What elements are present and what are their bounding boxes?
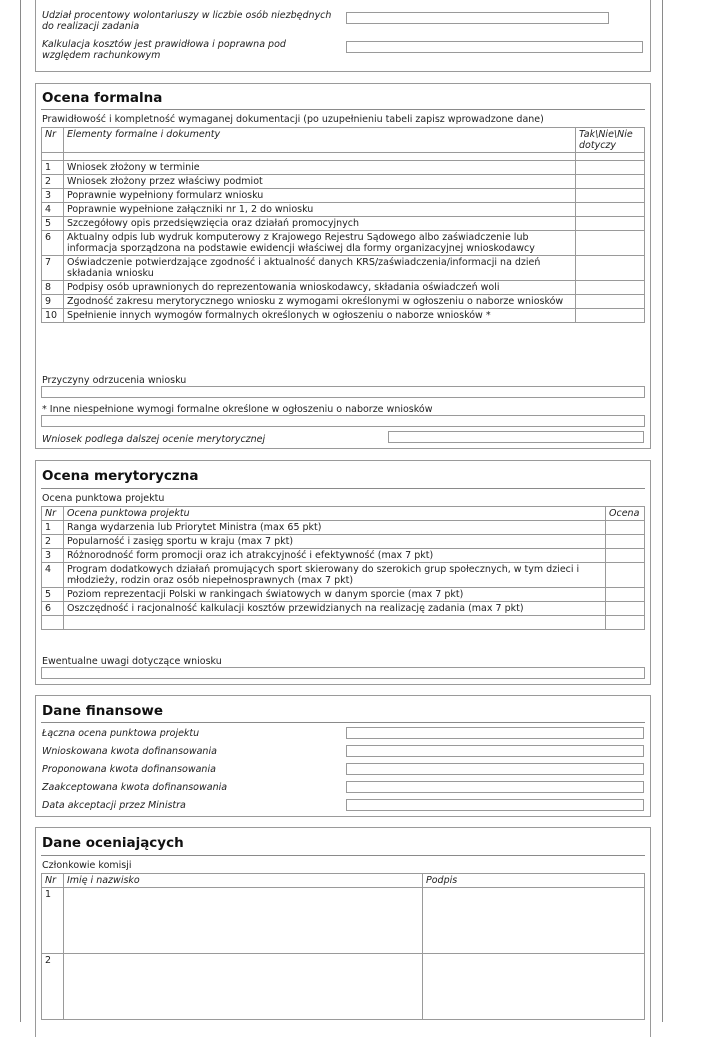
row-number: 1: [42, 521, 64, 535]
row-number: 8: [42, 281, 64, 295]
answer-cell[interactable]: [576, 256, 645, 281]
row-number: 3: [42, 549, 64, 563]
table-row: [42, 281, 645, 295]
score-cell[interactable]: [606, 588, 645, 602]
substantive-section: [35, 460, 651, 685]
cost-calculation-label: Kalkulacja kosztów jest prawidłowa i poprawna pod względem rachunkowym: [42, 39, 286, 61]
row-number: 3: [42, 189, 64, 203]
row-number: 9: [42, 295, 64, 309]
row-text: Różnorodność form promocji oraz ich atrakcyjność i efektywność (max 7 pkt): [64, 549, 606, 563]
formal-header-row: [42, 128, 645, 153]
row-number: 4: [42, 203, 64, 217]
score-cell[interactable]: [606, 602, 645, 616]
table-row: [42, 563, 645, 588]
answer-cell[interactable]: [576, 231, 645, 256]
top-section: [35, 0, 651, 72]
row-number: 10: [42, 309, 64, 323]
row-text: Popularność i zasięg sportu w kraju (max 7 pkt): [64, 535, 606, 549]
row-text: Zgodność zakresu merytorycznego wniosku z wymogami określonymi w ogłoszeniu o naborze wniosków: [64, 295, 576, 309]
row-number: 2: [42, 535, 64, 549]
row-number: 2: [42, 175, 64, 189]
answer-cell[interactable]: [576, 281, 645, 295]
row-text: Poziom reprezentacji Polski w rankingach światowych w danym sporcie (max 7 pkt): [64, 588, 606, 602]
row-text: Poprawnie wypełnione załączniki nr 1, 2 do wniosku: [64, 203, 576, 217]
table-row: [42, 535, 645, 549]
row-number: 1: [42, 161, 64, 175]
answer-cell[interactable]: [576, 309, 645, 323]
table-row: [42, 189, 645, 203]
row-number: 1: [42, 888, 64, 954]
rejection-reasons-field[interactable]: [41, 386, 645, 398]
answer-cell[interactable]: [576, 175, 645, 189]
evaluators-title: Dane oceniających: [42, 835, 184, 851]
volunteer-percent-label: Udział procentowy wolontariuszy w liczbie osób niezbędnych do realizacji zadania: [42, 10, 332, 32]
row-number: 6: [42, 602, 64, 616]
formal-caption: Prawidłowość i kompletność wymaganej dokumentacji (po uzupełnieniu tabeli zapisz wprowadzone dane): [42, 114, 544, 125]
row-number: 6: [42, 231, 64, 256]
substantive-title-rule: [41, 488, 645, 489]
formal-title: Ocena formalna: [42, 90, 163, 106]
answer-cell[interactable]: [576, 189, 645, 203]
commission-members-label: Członkowie komisji: [42, 860, 132, 871]
row-text: Szczegółowy opis przedsięwzięcia oraz działań promocyjnych: [64, 217, 576, 231]
requested-amount-label: Wnioskowana kwota dofinansowania: [42, 746, 217, 757]
row-number: 4: [42, 563, 64, 588]
formal-spacer-row: [42, 153, 645, 161]
row-text: Spełnienie innych wymogów formalnych określonych w ogłoszeniu o naborze wniosków *: [64, 309, 576, 323]
substantive-header-score: Ocena: [606, 507, 645, 521]
formal-section: [35, 83, 651, 449]
table-row: [42, 549, 645, 563]
other-requirements-field[interactable]: [41, 415, 645, 427]
substantive-caption: Ocena punktowa projektu: [42, 493, 165, 504]
formal-title-rule: [41, 109, 645, 110]
acceptance-date-field[interactable]: [346, 799, 644, 811]
finance-section: [35, 695, 651, 817]
evaluators-table: [41, 873, 645, 1020]
table-row: [42, 521, 645, 535]
row-text: Oświadczenie potwierdzające zgodność i aktualność danych KRS/zaświadczenia/informacji na dzień składania wniosku: [64, 256, 576, 281]
proposed-amount-field[interactable]: [346, 763, 644, 775]
total-score-label: Łączna ocena punktowa projektu: [42, 728, 200, 739]
row-text: Oszczędność i racjonalność kalkulacji kosztów przewidzianych na realizację zadania (max 7 pkt): [64, 602, 606, 616]
table-row: [42, 602, 645, 616]
score-cell[interactable]: [606, 563, 645, 588]
row-text: Wniosek złożony przez właściwy podmiot: [64, 175, 576, 189]
row-number: 7: [42, 256, 64, 281]
substantive-header-row: [42, 507, 645, 521]
total-score-field[interactable]: [346, 727, 644, 739]
cost-calculation-field[interactable]: [346, 41, 643, 53]
evaluators-header-name: Imię i nazwisko: [64, 874, 423, 888]
formal-header-nr: Nr: [42, 128, 64, 153]
row-text: Program dodatkowych działań promujących sport skierowany do szerokich grup społecznych, w tym dzieci i młodzieży, rodzin oraz osób niepełnosprawnych (max 7 pkt): [64, 563, 606, 588]
remarks-label: Ewentualne uwagi dotyczące wniosku: [42, 656, 222, 667]
evaluators-title-rule: [41, 855, 645, 856]
table-row: [42, 954, 645, 1020]
table-row: [42, 231, 645, 256]
further-evaluation-field[interactable]: [388, 431, 644, 443]
requested-amount-field[interactable]: [346, 745, 644, 757]
substantive-total-row: [42, 616, 645, 630]
evaluators-header-signature: Podpis: [423, 874, 645, 888]
page-left-rule: [20, 0, 21, 1022]
answer-cell[interactable]: [576, 203, 645, 217]
row-number: 5: [42, 217, 64, 231]
table-row: [42, 217, 645, 231]
page-right-rule: [662, 0, 663, 1022]
row-text: Aktualny odpis lub wydruk komputerowy z Krajowego Rejestru Sądowego albo zaświadczenie lub informacja sporządzona na podstawie ewidencji właściwej dla formy organizacyjnej wnioskodawcy: [64, 231, 576, 256]
row-text: Podpisy osób uprawnionych do reprezentowania wnioskodawcy, składania oświadczeń woli: [64, 281, 576, 295]
substantive-table: [41, 506, 645, 630]
volunteer-percent-field[interactable]: [346, 12, 609, 24]
table-row: [42, 888, 645, 954]
finance-title: Dane finansowe: [42, 703, 164, 719]
table-row: [42, 175, 645, 189]
row-text: Ranga wydarzenia lub Priorytet Ministra (max 65 pkt): [64, 521, 606, 535]
answer-cell[interactable]: [576, 295, 645, 309]
name-cell[interactable]: [64, 954, 423, 1020]
name-cell[interactable]: [64, 888, 423, 954]
evaluators-header-nr: Nr: [42, 874, 64, 888]
signature-cell[interactable]: [423, 954, 645, 1020]
total-score-cell[interactable]: [606, 616, 645, 630]
formal-header-answer: Tak\Nie\Nie dotyczy: [576, 128, 645, 153]
finance-title-rule: [41, 722, 645, 723]
table-row: [42, 203, 645, 217]
row-number: 2: [42, 954, 64, 1020]
formal-header-item: Elementy formalne i dokumenty: [64, 128, 576, 153]
score-cell[interactable]: [606, 549, 645, 563]
row-number: 5: [42, 588, 64, 602]
further-evaluation-label: Wniosek podlega dalszej ocenie merytorycznej: [42, 434, 266, 445]
acceptance-date-label: Data akceptacji przez Ministra: [42, 800, 186, 811]
accepted-amount-label: Zaakceptowana kwota dofinansowania: [42, 782, 228, 793]
rejection-reasons-label: Przyczyny odrzucenia wniosku: [42, 375, 187, 386]
table-row: [42, 161, 645, 175]
accepted-amount-field[interactable]: [346, 781, 644, 793]
score-cell[interactable]: [606, 535, 645, 549]
substantive-header-item: Ocena punktowa projektu: [64, 507, 606, 521]
table-row: [42, 295, 645, 309]
substantive-title: Ocena merytoryczna: [42, 468, 199, 484]
answer-cell[interactable]: [576, 161, 645, 175]
evaluators-section: [35, 827, 651, 1037]
remarks-field[interactable]: [41, 667, 645, 679]
table-row: [42, 309, 645, 323]
substantive-header-nr: Nr: [42, 507, 64, 521]
formal-table: [41, 127, 645, 323]
row-text: Wniosek złożony w terminie: [64, 161, 576, 175]
other-requirements-label: * Inne niespełnione wymogi formalne określone w ogłoszeniu o naborze wniosków: [42, 404, 433, 415]
table-row: [42, 256, 645, 281]
table-row: [42, 588, 645, 602]
score-cell[interactable]: [606, 521, 645, 535]
answer-cell[interactable]: [576, 217, 645, 231]
signature-cell[interactable]: [423, 888, 645, 954]
row-text: Poprawnie wypełniony formularz wniosku: [64, 189, 576, 203]
proposed-amount-label: Proponowana kwota dofinansowania: [42, 764, 216, 775]
evaluators-header-row: [42, 874, 645, 888]
